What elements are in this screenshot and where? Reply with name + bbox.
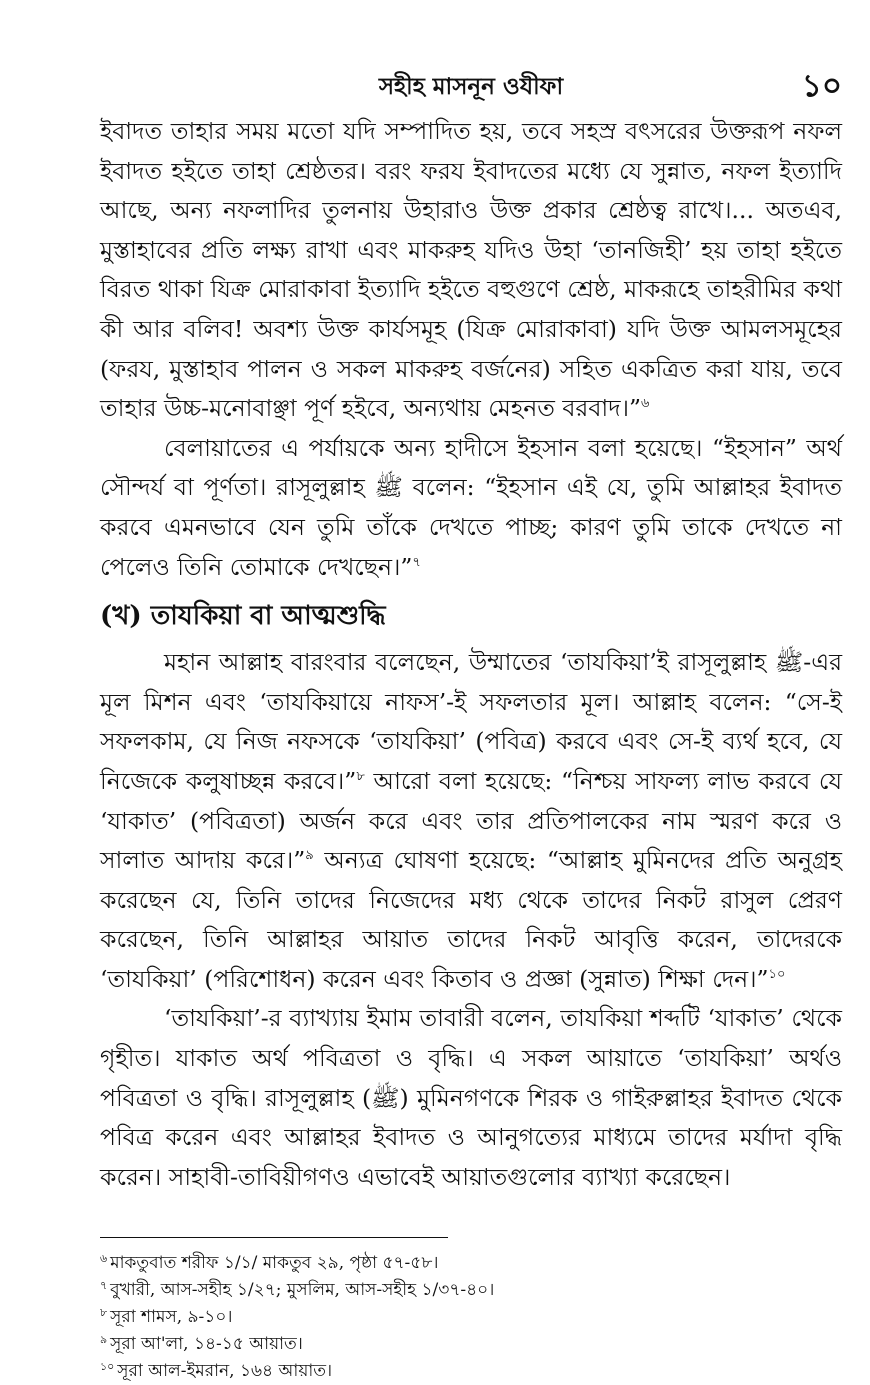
footnote-ref-6: ৬ [641, 396, 650, 412]
footnote-ref-7: ৭ [412, 554, 421, 570]
page-number: ১০ [801, 68, 842, 104]
footnote-number: ৬ [100, 1251, 108, 1265]
paragraph-3-text-b: আরো বলা হয়েছে: “নিশ্চয় সাফল্য লাভ করবে যে ‘যাকাত’ (পবিত্রতা) অর্জন করে এবং তার প্রতিপালকের নাম স্মরণ করে ও সালাত আদায় করে।” [100, 766, 843, 875]
footnote-text: বুখারী, আস-সহীহ ১/২৭; মুসলিম, আস-সহীহ ১/৩৭-৪০। [110, 1280, 495, 1301]
footnote-ref-9: ৯ [305, 848, 314, 864]
footnote-ref-10: ১০ [768, 967, 786, 983]
paragraph-3 [100, 643, 842, 999]
footnote-ref-8: ৮ [356, 769, 365, 785]
footnote-text: সূরা আ'লা, ১৪-১৫ আয়াত। [110, 1334, 303, 1355]
footnote-6 [100, 1250, 842, 1277]
footnote-number: ৭ [100, 1278, 108, 1292]
footnote-text: মাকতুবাত শরীফ ১/১/ মাকতুব ২৯, পৃষ্ঠা ৫৭-৫৮। [110, 1253, 439, 1274]
footnote-number: ৯ [100, 1332, 108, 1346]
footnote-10 [100, 1358, 842, 1385]
book-page [100, 62, 842, 1385]
paragraph-2-text: বেলায়াতের এ পর্যায়কে অন্য হাদীসে ইহসান বলা হয়েছে। “ইহসান” অর্থ সৌন্দর্য বা পূর্ণতা। রাসূলুল্লাহ ﷺ বলেন: “ইহসান এই যে, তুমি আল্লাহর ইবাদত করবে এমনভাবে যেন তুমি তাঁকে দেখতে পাচ্ছ; কারণ তুমি তাকে দেখতে না পেলেও তিনি তোমাকে দেখছেন।” [100, 433, 842, 581]
paragraph-4-text: ‘তাযকিয়া’-র ব্যাখ্যায় ইমাম তাবারী বলেন, তাযকিয়া শব্দটি ‘যাকাত’ থেকে গৃহীত। যাকাত অর্থ পবিত্রতা ও বৃদ্ধি। এ সকল আয়াতে ‘তাযকিয়া’ অর্থও পবিত্রতা ও বৃদ্ধি। রাসূলুল্লাহ (ﷺ) মুমিনগণকে শিরক ও গাইরুল্লাহর ইবাদত থেকে পবিত্র করেন এবং আল্লাহর ইবাদত ও আনুগত্যের মাধ্যমে তাদের মর্যাদা বৃদ্ধি করেন। সাহাবী-তাবিয়ীগণও এভাবেই আয়াতগুলোর ব্যাখ্যা করেছেন। [100, 1004, 842, 1191]
paragraph-3-text-c: অন্যত্র ঘোষণা হয়েছে: “আল্লাহ মুমিনদের প্রতি অনুগ্রহ করেছেন যে, তিনি তাদের নিজেদের মধ্য থেকে তাদের নিকট রাসুল প্রেরণ করেছেন, তিনি আল্লাহর আয়াত তাদের নিকট আবৃত্তি করেন, তাদেরকে ‘তাযকিয়া’ (পরিশোধন) করেন এবং কিতাব ও প্রজ্ঞা (সুন্নাত) শিক্ষা দেন।” [100, 846, 842, 993]
footnote-8 [100, 1304, 842, 1331]
footnote-text: সূরা শামস, ৯-১০। [110, 1307, 233, 1328]
paragraph-1 [100, 112, 842, 429]
paragraph-4 [100, 999, 842, 1197]
footnote-9 [100, 1331, 842, 1358]
footnote-text: সূরা আল-ইমরান, ১৬৪ আয়াত। [117, 1361, 333, 1382]
paragraph-3-text-a: মহান আল্লাহ বারংবার বলেছেন, উম্মাতের ‘তাযকিয়া’ই রাসূলুল্লাহ ﷺ-এর মূল মিশন এবং ‘তাযকিয়ায়ে নাফস’-ই সফলতার মূল। আল্লাহ বলেন: “সে-ই সফলকাম, যে নিজ নফসকে ‘তাযকিয়া’ (পবিত্র) করবে এবং সে-ই ব্যর্থ হবে, যে নিজেকে কলুষাচ্ছন্ন করবে।” [100, 648, 842, 795]
page-header [100, 62, 842, 112]
paragraph-1-text: ইবাদত তাহার সময় মতো যদি সম্পাদিত হয়, তবে সহস্র বৎসরের উক্তরূপ নফল ইবাদত হইতে তাহা শ্রেষ্ঠতর। বরং ফরয ইবাদতের মধ্যে যে সুন্নাত, নফল ইত্যাদি আছে, অন্য নফলাদির তুলনায় উহারাও উক্ত প্রকার শ্রেষ্ঠত্ব রাখে।... অতএব, মুস্তাহাবের প্রতি লক্ষ্য রাখা এবং মাকরুহ যদিও উহা ‘তানজিহী’ হয় তাহা হইতে বিরত থাকা যিক্র মোরাকাবা ইত্যাদি হইতে বহুগুণে শ্রেষ্ঠ, মাকরূহে তাহরীমির কথা কী আর বলিব! অবশ্য উক্ত কার্যসমূহ (যিক্র মোরাকাবা) যদি উক্ত আমলসমূহের (ফরয, মুস্তাহাব পালন ও সকল মাকরুহ বর্জনের) সহিত একত্রিত করা যায়, তবে তাহার উচ্চ-মনোবাঞ্ছা পূর্ণ হইবে, অন্যথায় মেহনত বরবাদ।” [100, 117, 842, 423]
footnote-7 [100, 1277, 842, 1304]
running-title: সহীহ মাসনূন ওযীফা [378, 73, 564, 100]
footnote-number: ১০ [100, 1359, 115, 1373]
footnote-number: ৮ [100, 1305, 108, 1319]
footnote-divider [100, 1237, 448, 1238]
footnotes [100, 1250, 842, 1385]
section-heading: (খ) তাযকিয়া বা আত্মশুদ্ধি [100, 601, 386, 632]
paragraph-2 [100, 429, 842, 587]
